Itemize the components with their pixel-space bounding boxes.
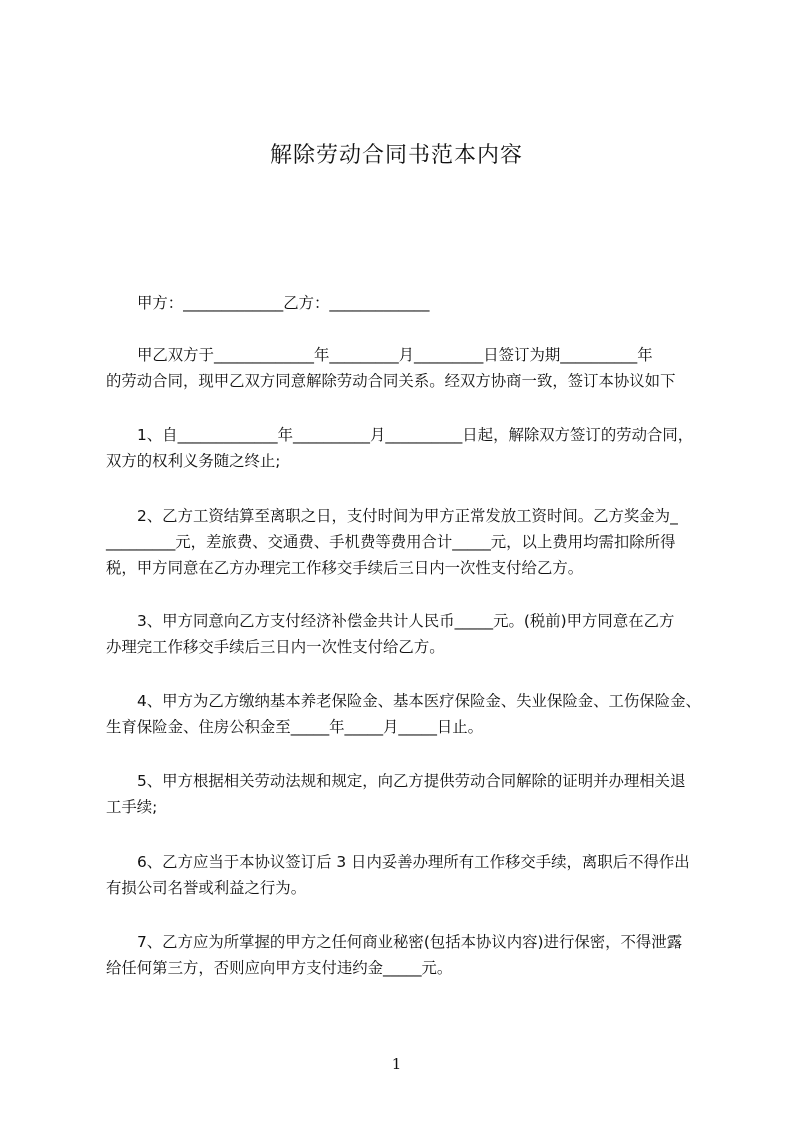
document-title: 解除劳动合同书范本内容: [269, 143, 523, 168]
clause-3-line-2: 办理完工作移交手续后三日内一次性支付给乙方。: [106, 638, 445, 656]
clause-3: [106, 608, 716, 660]
clause-6-line-1: 6、乙方应当于本协议签订后 3 日内妥善办理所有工作移交手续，离职后不得作出: [137, 853, 690, 871]
clause-7: [106, 929, 716, 981]
clause-2-line-3: 税，甲方同意在乙方办理完工作移交手续后三日内一次性支付给乙方。: [106, 559, 584, 577]
clause-7-line-2: 给任何第三方，否则应向甲方支付违约金_____元。: [106, 959, 453, 977]
intro-line-1: 甲乙双方于_____________年_________月_________日签订为期__________年: [137, 346, 653, 364]
clause-7-line-1: 7、乙方应为所掌握的甲方之任何商业秘密(包括本协议内容)进行保密，不得泄露: [137, 933, 683, 951]
clause-5-line-1: 5、甲方根据相关劳动法规和规定，向乙方提供劳动合同解除的证明并办理相关退: [137, 772, 686, 790]
clause-5: [106, 768, 716, 820]
clause-6-line-2: 有损公司名誉或利益之行为。: [106, 879, 307, 897]
parties-text: 甲方：_____________乙方：_____________: [137, 294, 430, 312]
page-number: 1: [391, 1055, 402, 1073]
clause-1-line-1: 1、自_____________年__________月__________日起，解除双方签订的劳动合同，: [137, 426, 694, 444]
clause-1: [106, 422, 716, 474]
clause-5-line-2: 工手续;: [106, 798, 158, 816]
clause-4-line-1: 4、甲方为乙方缴纳基本养老保险金、基本医疗保险金、失业保险金、工伤保险金、: [137, 692, 701, 710]
intro-paragraph: [106, 342, 716, 394]
clause-2-line-1: 2、乙方工资结算至离职之日，支付时间为甲方正常发放工资时间。乙方奖金为_: [137, 507, 678, 525]
clause-3-line-1: 3、甲方同意向乙方支付经济补偿金共计人民币_____元。(税前)甲方同意在乙方: [137, 612, 675, 630]
clause-6: [106, 849, 716, 901]
clause-2: [106, 503, 716, 581]
parties-line: [106, 290, 716, 316]
clause-2-line-2: _________元，差旅费、交通费、手机费等费用合计_____元，以上费用均需扣除所得: [106, 533, 676, 551]
clause-1-line-2: 双方的权利义务随之终止;: [106, 452, 281, 470]
clause-4-line-2: 生育保险金、住房公积金至_____年_____月_____日止。: [106, 718, 484, 736]
clause-4: [106, 688, 716, 740]
intro-line-2: 的劳动合同，现甲乙双方同意解除劳动合同关系。经双方协商一致，签订本协议如下: [106, 372, 676, 390]
